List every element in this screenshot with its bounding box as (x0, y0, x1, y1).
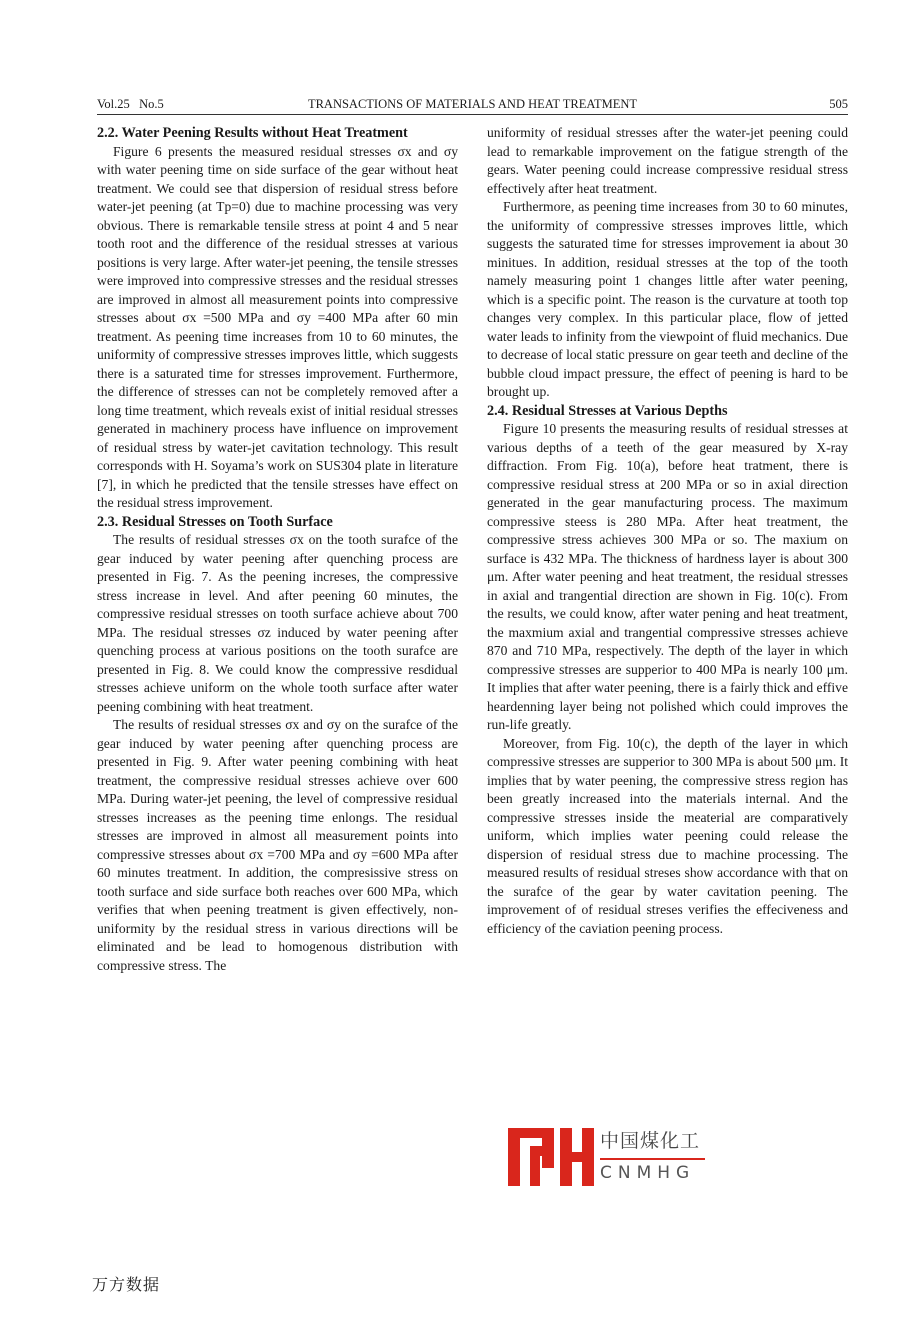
section-heading-2-2: 2.2. Water Peening Results without Heat Treatment (97, 125, 408, 141)
running-head (97, 96, 848, 115)
logo-divider (600, 1158, 705, 1160)
paragraph: The results of residual stresses σx and σy on the surafce of the gear induced by water peening after quenching process are presented in Fig. 9. After water peening combining with heat treatment, the compressive residual stresses achieve over 600 MPa. During water-jet peening, the level of compressive residual stresses increases as the peening time enlongs. The residual stresses are improved in almost all measurement points into compressive stresses about σx =700 MPa and σy =600 MPa after 60 minutes treatment. In addition, the compresissive stress on tooth surface and side surface both reaches over 600 MPa, which verifies that when peening treatment is given effectively, non-uniformity by the residual stress in various directions will be eliminated and be lead to homogenous distribution with compressive stress. The (97, 717, 458, 973)
paragraph: Furthermore, as peening time increases from 30 to 60 minutes, the uniformity of compressive stresses improves little, which suggests the saturated time for stresses improvement ia about 30 minitues. In addition, residual stresses at the top of the tooth namely measuring point 1 changes little after water peening, which is a specific point. The reason is the curvature at tooth top changes very complex. In this particular place, flow of jetted water leads to infinity from the viewpoint of fluid mechanics. Due to decrease of local static pressure on gear teeth and decline of the bubble cloud impact pressure, the effect of peening is hard to be brought up. (487, 199, 848, 399)
paragraph: The results of residual stresses σx on the tooth surafce of the gear induced by water peening after quenching process are presented in Fig. 7. As the peening increses, the compressive stress increase in level. And after peening 60 minutes, the compressive residual stresses on tooth surface achieve about 700 MPa. The residual stresses σz induced by water peening after quenching process at various positions on the tooth surafce are presented in Fig. 8. We could know the compressive resdidual stresses achieve uniform on the whole tooth surface after water peening combining with heat treatment. (97, 532, 458, 714)
left-column (97, 124, 458, 975)
section-heading-2-4: 2.4. Residual Stresses at Various Depths (487, 402, 728, 419)
logo-chinese-name: 中国煤化工 (600, 1130, 701, 1152)
paragraph-continuation: uniformity of residual stresses after the water-jet peening could lead to remarkable improvement on the fatigue strength of the gears. Water peening could increase compressive residual stress effectively after heat treatment. (487, 125, 848, 196)
right-column (487, 124, 848, 938)
paragraph: Figure 6 presents the measured residual stresses σx and σy with water peening time on side surface of the gear without heat treatment. We could see that dispersion of residual stress before water-jet peening (at Tp=0) due to machine processing was very obvious. There is remarkable tensile stress at point 4 and 5 near tooth root and the difference of the residual stresses at various positions is very large. After water-jet peening, the tensile stresses were improved into compressive stresses and the residual stresses are improved in almost all measurement points into compressive stresses about σx =500 MPa and σy =400 MPa after 60 min treatment. As peening time increases from 10 to 60 minutes, the uniformity of compressive stresses improves little, which suggests there is a saturated time for stresses improvement. Furthermore, the difference of stresses can not be completely removed after a long time treatment, which reveals exist of initial residual stresses generated in machinery process have influence on improvement of residual stress by water-jet cavitation technology. This result corresponds with H. Soyama’s work on SUS304 plate in literature [7], in which he predicted that the tensile stresses have effect on the residual stress improvement. (97, 143, 458, 510)
logo-english-name: CNMHG (600, 1163, 696, 1183)
paragraph: Figure 10 presents the measuring results of residual stresses at various depths of a teeth of the gear measured by X-ray diffraction. From Fig. 10(a), before heat tratment, there is compressive residual stress at 200 MPa or so in axial direction generated in the gear manufacturing process. The maximum compressive steess is 280 MPa. After heat treatment, the compressive stress achieves 300 MPa or so. The maxium on surface is 432 MPa. The thickness of hardness layer is about 300 μm. After water peening and heat treatment, the residual stresses in axial and trangential direction are shown in Fig. 10(c). From the results, we could know, after water pening and heat treatment, the maxmium axial and trangential compressive stresses achieve 870 and 710 MPa, respectively. The depth of the layer in which compressive stresses are supperior to 400 MPa is nearly 100 μm. It implies that after water peening, there is a fairly thick and effive heardenning layer being not polished which could improves the run-life greatly. (487, 421, 848, 732)
watermark-text: 万方数据 (92, 1275, 161, 1294)
volume-issue: Vol.25 No.5 (97, 97, 164, 111)
cnmhg-logo (508, 1128, 718, 1188)
mh-logo-mark-icon (508, 1128, 594, 1186)
page-number: 505 (829, 97, 848, 111)
section-heading-2-3: 2.3. Residual Stresses on Tooth Surface (97, 513, 333, 530)
journal-title: TRANSACTIONS OF MATERIALS AND HEAT TREATMENT (307, 97, 638, 111)
paragraph: Moreover, from Fig. 10(c), the depth of the layer in which compressive stresses are supperior to 300 MPa is about 500 μm. It implies that by water peening, the compressive stress region has been greatly increased into the materials internal. And the compressive stresses inside the meaterial are comparatively uniform, which implies water peening could release the dispersion of residual stress due to machine processing. The measured results of residual streses show accordance with that on the surafce of the gear by water cavitation peening. The improvement of of residual streses verifies the effeciveness and efficiency of the caviation peening process. (487, 735, 848, 936)
